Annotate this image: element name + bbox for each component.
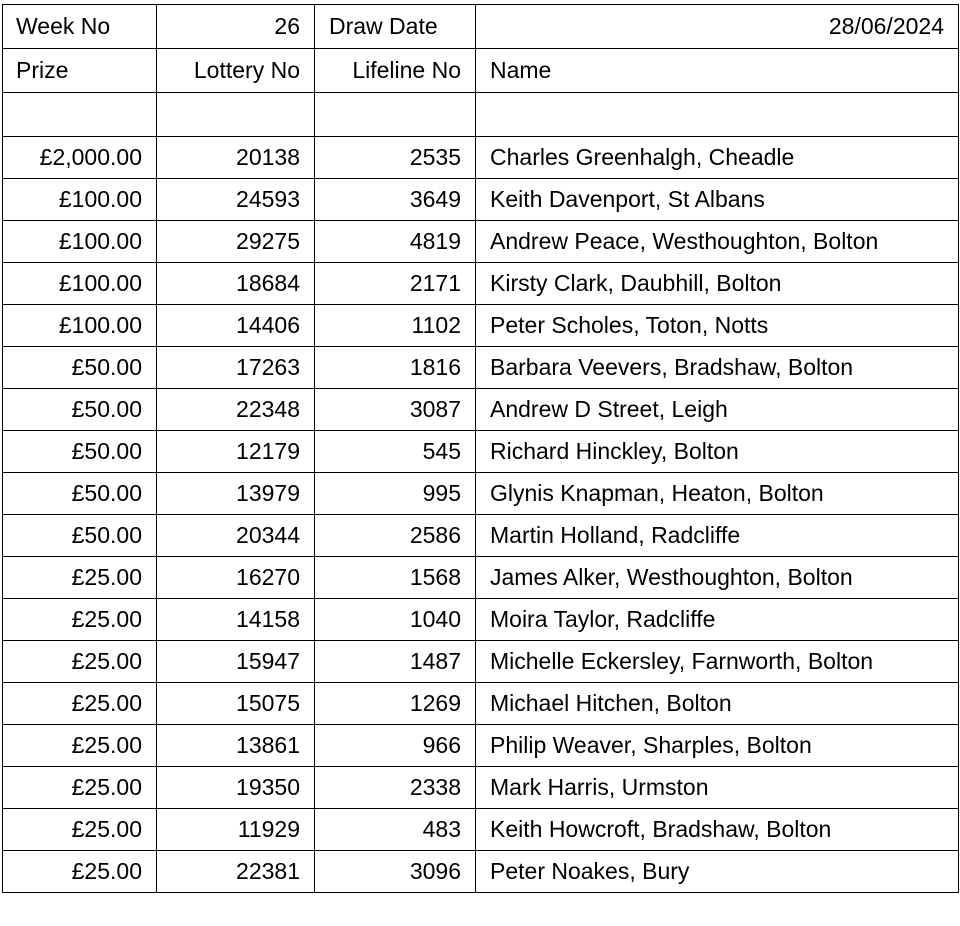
lifeline-no-cell: 966 [315,725,476,767]
lifeline-no-cell: 1040 [315,599,476,641]
lifeline-no-cell: 545 [315,431,476,473]
lottery-no-cell: 13979 [157,473,315,515]
table-row [3,641,959,683]
table-row [3,515,959,557]
lifeline-no-cell: 1568 [315,557,476,599]
column-header-row [3,49,959,93]
lottery-no-cell: 19350 [157,767,315,809]
lottery-no-cell: 29275 [157,221,315,263]
column-header-name: Name [476,49,959,93]
table-row [3,263,959,305]
column-header-lifeline-no: Lifeline No [315,49,476,93]
lifeline-no-cell: 3087 [315,389,476,431]
prize-cell: £50.00 [3,389,157,431]
name-cell: Keith Davenport, St Albans [476,179,959,221]
lottery-no-cell: 15947 [157,641,315,683]
name-cell: Moira Taylor, Radcliffe [476,599,959,641]
prize-cell: £50.00 [3,347,157,389]
draw-date-label: Draw Date [315,5,476,49]
lifeline-no-cell: 3096 [315,851,476,893]
table-row [3,221,959,263]
name-cell: Glynis Knapman, Heaton, Bolton [476,473,959,515]
lottery-no-cell: 18684 [157,263,315,305]
table-row [3,683,959,725]
table-row [3,557,959,599]
table-row [3,347,959,389]
table-row [3,431,959,473]
blank-row [3,93,959,137]
lifeline-no-cell: 995 [315,473,476,515]
lifeline-no-cell: 3649 [315,179,476,221]
prize-cell: £2,000.00 [3,137,157,179]
lottery-no-cell: 16270 [157,557,315,599]
blank-cell [157,93,315,137]
week-label: Week No [3,5,157,49]
column-header-lottery-no: Lottery No [157,49,315,93]
name-cell: Martin Holland, Radcliffe [476,515,959,557]
prize-cell: £25.00 [3,725,157,767]
lottery-no-cell: 12179 [157,431,315,473]
prize-cell: £100.00 [3,179,157,221]
week-value: 26 [157,5,315,49]
prize-cell: £25.00 [3,599,157,641]
prize-cell: £50.00 [3,431,157,473]
prize-cell: £25.00 [3,767,157,809]
name-cell: Michelle Eckersley, Farnworth, Bolton [476,641,959,683]
prize-cell: £100.00 [3,263,157,305]
results-table-body [3,5,959,893]
name-cell: Philip Weaver, Sharples, Bolton [476,725,959,767]
table-row [3,809,959,851]
prize-cell: £100.00 [3,305,157,347]
lottery-no-cell: 24593 [157,179,315,221]
prize-cell: £25.00 [3,851,157,893]
name-cell: Keith Howcroft, Bradshaw, Bolton [476,809,959,851]
table-row [3,389,959,431]
prize-cell: £25.00 [3,641,157,683]
table-row [3,767,959,809]
prize-cell: £25.00 [3,809,157,851]
name-cell: Peter Noakes, Bury [476,851,959,893]
prize-cell: £25.00 [3,683,157,725]
lottery-no-cell: 22348 [157,389,315,431]
prize-cell: £50.00 [3,473,157,515]
lottery-no-cell: 15075 [157,683,315,725]
table-row [3,137,959,179]
lottery-no-cell: 17263 [157,347,315,389]
lifeline-no-cell: 1102 [315,305,476,347]
lottery-no-cell: 14158 [157,599,315,641]
column-header-prize: Prize [3,49,157,93]
lifeline-no-cell: 1487 [315,641,476,683]
name-cell: Richard Hinckley, Bolton [476,431,959,473]
table-row [3,179,959,221]
lifeline-no-cell: 2338 [315,767,476,809]
table-row [3,599,959,641]
name-cell: Peter Scholes, Toton, Notts [476,305,959,347]
name-cell: Mark Harris, Urmston [476,767,959,809]
lifeline-no-cell: 1816 [315,347,476,389]
lifeline-no-cell: 4819 [315,221,476,263]
table-row [3,473,959,515]
blank-cell [476,93,959,137]
lifeline-no-cell: 2535 [315,137,476,179]
name-cell: Charles Greenhalgh, Cheadle [476,137,959,179]
lifeline-no-cell: 483 [315,809,476,851]
lifeline-no-cell: 2586 [315,515,476,557]
blank-cell [3,93,157,137]
name-cell: Andrew D Street, Leigh [476,389,959,431]
lottery-no-cell: 20138 [157,137,315,179]
lifeline-no-cell: 2171 [315,263,476,305]
lottery-no-cell: 20344 [157,515,315,557]
name-cell: Michael Hitchen, Bolton [476,683,959,725]
lifeline-no-cell: 1269 [315,683,476,725]
table-row [3,725,959,767]
name-cell: Andrew Peace, Westhoughton, Bolton [476,221,959,263]
draw-info-row [3,5,959,49]
prize-cell: £25.00 [3,557,157,599]
name-cell: Kirsty Clark, Daubhill, Bolton [476,263,959,305]
blank-cell [315,93,476,137]
prize-cell: £50.00 [3,515,157,557]
lottery-no-cell: 11929 [157,809,315,851]
lottery-no-cell: 13861 [157,725,315,767]
lottery-no-cell: 14406 [157,305,315,347]
name-cell: James Alker, Westhoughton, Bolton [476,557,959,599]
prize-cell: £100.00 [3,221,157,263]
results-table [2,4,959,893]
name-cell: Barbara Veevers, Bradshaw, Bolton [476,347,959,389]
lottery-no-cell: 22381 [157,851,315,893]
draw-date-value: 28/06/2024 [476,5,959,49]
table-row [3,851,959,893]
table-row [3,305,959,347]
